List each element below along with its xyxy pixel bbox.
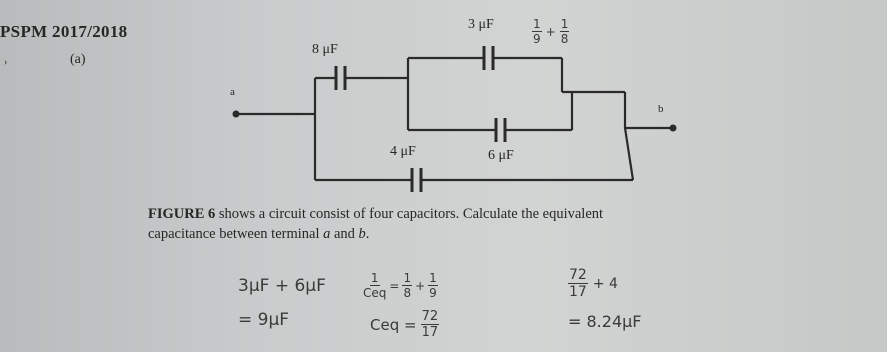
handwritten-ceq-result: Ceq = $\frac{72}{17}$ [370, 309, 439, 340]
terminal-b-dot [670, 125, 677, 132]
terminal-a-dot [233, 111, 240, 118]
figure-caption-line1: FIGURE 6 shows a circuit consist of four capacitors. Calculate the equivalent [148, 206, 604, 222]
handwritten-series-result: = 9μF [238, 310, 290, 330]
part-label: (a) [70, 52, 86, 67]
bullet-mark: › [4, 57, 8, 68]
handwritten-right-sum: $\frac{72}{17}$ + 4 [569, 267, 618, 300]
handwritten-top-note: $\frac{1}{9}$ + $\frac{1}{8}$ [533, 17, 569, 46]
exam-header: PSPM 2017/2018 [0, 22, 128, 41]
capacitor-3uf-label: 3 μF [468, 17, 494, 32]
capacitor-6uf-label: 6 μF [488, 148, 514, 163]
figure-caption-line2: capacitance between terminal a and b. [148, 226, 370, 242]
handwritten-ceq-equation: $\frac{1}{\text{Ceq}}$ = $\frac{1}{8}$ + $\frac{1}{9}$ [363, 271, 437, 300]
capacitor-4uf-label: 4 μF [390, 144, 416, 159]
terminal-a-label: a [230, 86, 235, 98]
capacitor-8uf-label: 8 μF [312, 42, 338, 57]
handwritten-series-sum: 3μF + 6μF [238, 276, 326, 296]
handwritten-final-answer: = 8.24μF [568, 312, 642, 331]
terminal-b-label: b [658, 103, 664, 115]
